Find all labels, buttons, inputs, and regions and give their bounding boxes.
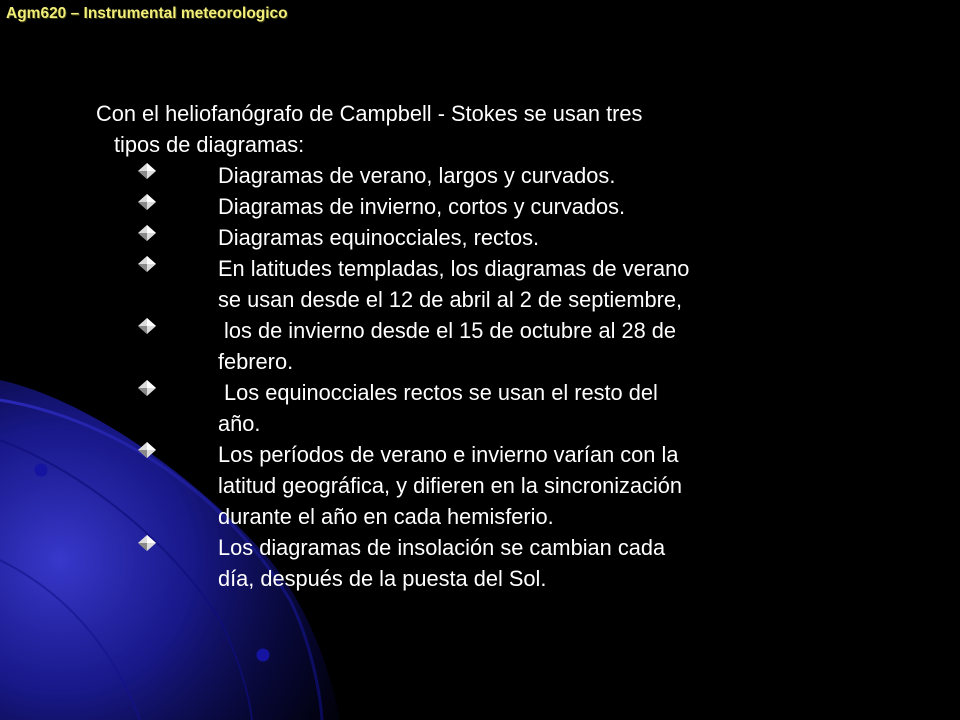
bullet-item [218, 315, 838, 377]
intro-line: tipos de diagramas: [114, 132, 305, 157]
bullet-line: Diagramas de verano, largos y curvados. [218, 163, 616, 188]
bullet-line: día, después de la puesta del Sol. [218, 566, 547, 591]
diamond-bullet-icon [136, 442, 158, 458]
header-title: Agm620 – Instrumental meteorologico [6, 5, 288, 22]
bullet-line: En latitudes templadas, los diagramas de verano [218, 256, 690, 281]
intro-paragraph [96, 98, 796, 160]
diamond-bullet-icon [136, 163, 158, 179]
diamond-bullet-icon [136, 380, 158, 396]
diamond-bullet-icon [136, 318, 158, 334]
bullet-line: Diagramas de invierno, cortos y curvados. [218, 194, 626, 219]
bullet-line: febrero. [218, 349, 294, 374]
bullet-line: Los períodos de verano e invierno varían con la [218, 442, 679, 467]
bullet-line: se usan desde el 12 de abril al 2 de septiembre, [218, 287, 683, 312]
bullet-line: latitud geográfica, y difieren en la sincronización [218, 473, 683, 498]
bullet-item [218, 191, 838, 222]
intro-line: Con el heliofanógrafo de Campbell - Stokes se usan tres [96, 101, 643, 126]
bullet-line: Los equinocciales rectos se usan el resto del [218, 380, 658, 405]
bullet-item [218, 160, 838, 191]
bullet-item [218, 532, 838, 594]
diamond-bullet-icon [136, 256, 158, 272]
bullet-line: Los diagramas de insolación se cambian cada [218, 535, 666, 560]
bullet-line: año. [218, 411, 261, 436]
bullet-item [218, 377, 838, 439]
slide-content [0, 98, 960, 594]
diamond-bullet-icon [136, 225, 158, 241]
bullet-line: durante el año en cada hemisferio. [218, 504, 554, 529]
bullet-item [218, 439, 838, 532]
bullet-line: Diagramas equinocciales, rectos. [218, 225, 540, 250]
bullet-list [0, 160, 960, 594]
bullet-line: los de invierno desde el 15 de octubre al 28 de [218, 318, 677, 343]
bullet-item [218, 253, 838, 315]
diamond-bullet-icon [136, 194, 158, 210]
decor-dot-2 [257, 649, 270, 662]
bullet-item [218, 222, 838, 253]
diamond-bullet-icon [136, 535, 158, 551]
